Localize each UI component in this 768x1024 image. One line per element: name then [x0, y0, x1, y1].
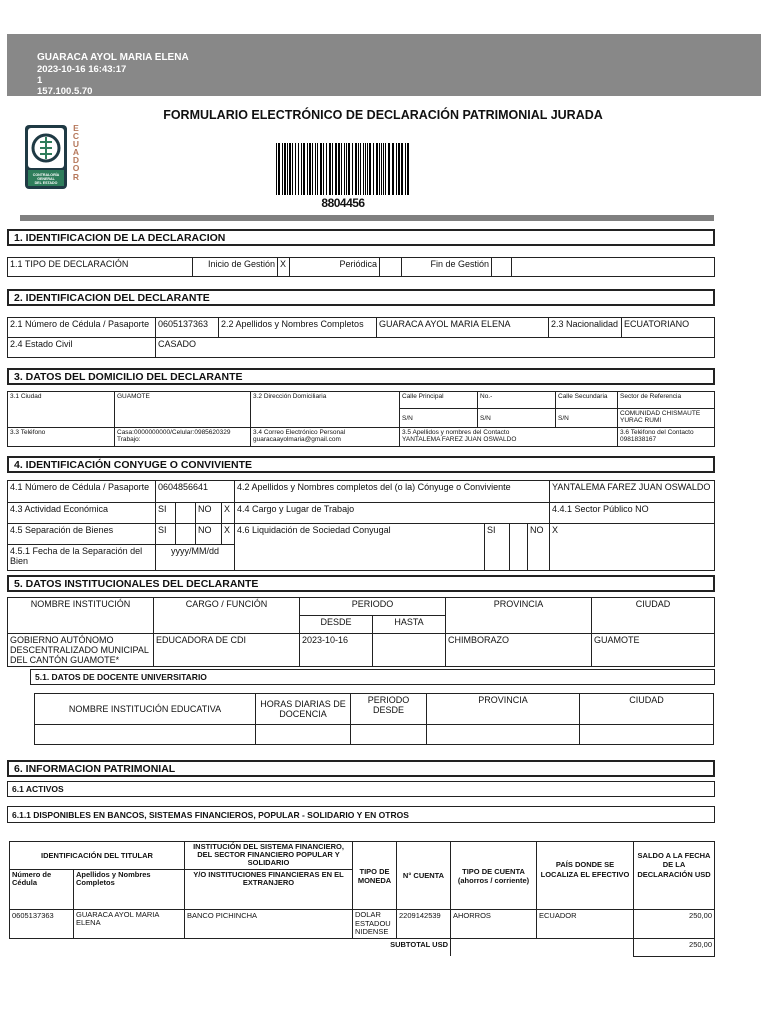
hasta-value: [373, 634, 446, 667]
barcode-bar: [287, 143, 288, 195]
inicio-gestion-mark: X: [278, 258, 290, 277]
institucion-header: NOMBRE INSTITUCIÓN: [8, 598, 154, 634]
disponibles-title: 6.1.1 DISPONIBLES EN BANCOS, SISTEMAS FINANCIEROS, POPULAR - SOLIDARIO Y EN OTROS: [7, 806, 715, 823]
row-moneda: DOLAR ESTADOU NIDENSE: [353, 910, 397, 939]
calle-secundaria-value: S/N: [556, 409, 618, 428]
sector-label: Sector de Referencia: [618, 392, 715, 409]
cargo-header: CARGO / FUNCIÓN: [154, 598, 300, 634]
barcode-bar: [320, 143, 322, 195]
cedula-header: Número de Cédula: [10, 870, 74, 910]
barcode-bar: [301, 143, 302, 195]
barcode-bar: [317, 143, 318, 195]
tel-contacto-label: 3.6 Teléfono del Contacto: [620, 429, 694, 436]
barcode-bar: [309, 143, 311, 195]
nombres-value: GUARACA AYOL MARIA ELENA: [377, 318, 549, 338]
tipo-cuenta-header: TIPO DE CUENTA (ahorros / corriente): [451, 842, 537, 910]
barcode-bar: [381, 143, 382, 195]
barcode-bar: [365, 143, 366, 195]
desde-header: DESDE: [300, 616, 373, 634]
ciudad-value: GUAMOTE: [592, 634, 715, 667]
section-1-title: 1. IDENTIFICACION DE LA DECLARACION: [7, 229, 715, 246]
institucion-financiera-header-top: INSTITUCIÓN DEL SISTEMA FINANCIERO, DEL SECTOR FINANCIERO POPULAR Y SOLIDARIO: [185, 842, 353, 870]
barcode-bar: [278, 143, 280, 195]
calle-principal-value: S/N: [400, 409, 478, 428]
barcode-bar: [355, 143, 357, 195]
activos-title: 6.1 ACTIVOS: [7, 781, 715, 797]
estado-civil-label: 2.4 Estado Civil: [8, 338, 156, 358]
nombres-header: Apellidos y Nombres Completos: [74, 870, 185, 910]
periodo-header: PERIODO: [300, 598, 446, 616]
section-2-title: 2. IDENTIFICACION DEL DECLARANTE: [7, 289, 715, 306]
barcode-bar: [398, 143, 400, 195]
barcode-bar: [407, 143, 409, 195]
section-4-title: 4. IDENTIFICACIÓN CONYUGE O CONVIVIENTE: [7, 456, 715, 473]
barcode-bar: [312, 143, 313, 195]
empty-cell: [351, 725, 427, 745]
barcode-bar: [326, 143, 327, 195]
institucion-value: GOBIERNO AUTÓNOMO DESCENTRALIZADO MUNICIPAL DEL CANTÓN GUAMOTE*: [8, 634, 154, 667]
tipo-declaracion-label: 1.1 TIPO DE DECLARACIÓN: [8, 258, 193, 277]
declaration-type-table: [7, 257, 715, 277]
barcode-bar: [295, 143, 296, 195]
empty-cell: [256, 725, 351, 745]
barcode-bar: [323, 143, 324, 195]
row-tipo-cuenta: AHORROS: [451, 910, 537, 939]
barcode-bar: [315, 143, 316, 195]
pais-header-top: PAÍS DONDE SE: [537, 842, 634, 870]
direccion-label: 3.2 Dirección Domiciliaria: [251, 392, 400, 428]
cargo-label: 4.4 Cargo y Lugar de Trabajo: [235, 503, 550, 524]
separacion-label: 4.5 Separación de Bienes: [8, 524, 156, 545]
teacher-table: [34, 693, 714, 745]
subtotal-label: SUBTOTAL USD: [10, 938, 451, 956]
conyuge-cedula-value: 0604856641: [156, 481, 235, 503]
barcode-bar: [360, 143, 361, 195]
svg-text:GENERAL: GENERAL: [37, 177, 55, 181]
section-6-title: 6. INFORMACION PATRIMONIAL: [7, 760, 715, 777]
sector-publico-value: NO: [635, 504, 649, 514]
separator-band: [20, 215, 714, 221]
row-cuenta: 2209142539: [397, 910, 451, 939]
separacion-si-mark: [176, 524, 196, 545]
header-ip: 157.100.5.70: [37, 86, 93, 97]
liquidacion-label: 4.6 Liquidación de Sociedad Conyugal: [235, 524, 485, 571]
telefono-label: 3.3 Teléfono: [8, 428, 115, 447]
barcode-bar: [276, 143, 277, 195]
barcode-bar: [385, 143, 386, 195]
nacionalidad-value: ECUATORIANO: [622, 318, 715, 338]
document-title: FORMULARIO ELECTRÓNICO DE DECLARACIÓN PATRIMONIAL JURADA: [163, 108, 603, 122]
empty-cell: [35, 725, 256, 745]
barcode-bar: [383, 143, 384, 195]
conyuge-nombres-label: 4.2 Apellidos y Nombres completos del (o la) Cónyuge o Conviviente: [235, 481, 550, 503]
barcode-bar: [358, 143, 359, 195]
actividad-no: NO: [196, 503, 222, 524]
barcode: [276, 143, 410, 195]
separacion-si: SI: [156, 524, 176, 545]
desde-value: 2023-10-16: [300, 634, 373, 667]
barcode-bar: [376, 143, 378, 195]
sector-publico-cell: [550, 503, 715, 524]
barcode-bar: [344, 143, 345, 195]
ciudad-header: CIUDAD: [592, 598, 715, 634]
actividad-no-mark: X: [222, 503, 235, 524]
barcode-bar: [303, 143, 305, 195]
session-header: [7, 34, 761, 96]
conyuge-cedula-label: 4.1 Número de Cédula / Pasaporte: [8, 481, 156, 503]
periodica-label: Periódica: [290, 258, 380, 277]
barcode-bar: [346, 143, 347, 195]
barcode-bar: [348, 143, 350, 195]
fecha-separacion-value: yyyy/MM/dd: [156, 545, 235, 571]
fin-gestion-label: Fin de Gestión: [402, 258, 492, 277]
ciudad-label: 3.1 Ciudad: [8, 392, 115, 428]
separacion-no-mark: X: [222, 524, 235, 545]
barcode-bar: [298, 143, 299, 195]
spouse-table: [7, 480, 715, 571]
numero-label: No.-: [478, 392, 556, 409]
barcode-bar: [401, 143, 403, 195]
row-cedula: 0605137363: [10, 910, 74, 939]
liquidacion-no: NO: [528, 524, 550, 571]
saldo-header-bottom: DECLARACIÓN USD: [634, 870, 715, 910]
provincia-header-51: PROVINCIA: [427, 694, 580, 725]
saldo-header-top: SALDO A LA FECHA DE LA: [634, 842, 715, 870]
tel-contacto-value: 0981838167: [620, 436, 657, 443]
row-institucion: BANCO PICHINCHA: [185, 910, 353, 939]
liquidacion-si-mark: [510, 524, 528, 571]
hasta-header: HASTA: [373, 616, 446, 634]
conyuge-nombres-value: YANTALEMA FAREZ JUAN OSWALDO: [550, 481, 715, 503]
actividad-label: 4.3 Actividad Económica: [8, 503, 156, 524]
barcode-bar: [392, 143, 394, 195]
cargo-value: EDUCADORA DE CDI: [154, 634, 300, 667]
periodo-desde-header: PERIODO DESDE: [351, 694, 427, 725]
barcode-bar: [379, 143, 380, 195]
barcode-bar: [335, 143, 337, 195]
empty-cell: [451, 938, 634, 956]
header-datetime: 2023-10-16 16:43:17: [37, 64, 127, 75]
estado-civil-value: CASADO: [156, 338, 715, 358]
numero-cuenta-header: N° CUENTA: [397, 842, 451, 910]
calle-secundaria-label: Calle Secundaria: [556, 392, 618, 409]
actividad-si-mark: [176, 503, 196, 524]
barcode-bar: [332, 143, 333, 195]
cedula-value: 0605137363: [156, 318, 219, 338]
row-pais: ECUADOR: [537, 910, 634, 939]
fecha-separacion-label: 4.5.1 Fecha de la Separación del Bien: [8, 545, 156, 571]
assets-table: [9, 841, 715, 957]
barcode-bar: [289, 143, 291, 195]
section-5-1-title: 5.1. DATOS DE DOCENTE UNIVERSITARIO: [30, 669, 715, 685]
barcode-bar: [341, 143, 342, 195]
row-nombres: GUARACA AYOL MARIA ELENA: [74, 910, 185, 939]
correo-value: guaracaayolmaria@gmail.com: [253, 436, 341, 443]
tel-contacto-cell: [618, 428, 715, 447]
liquidacion-si: SI: [485, 524, 510, 571]
provincia-value: CHIMBORAZO: [446, 634, 592, 667]
section-5-title: 5. DATOS INSTITUCIONALES DEL DECLARANTE: [7, 575, 715, 592]
horas-header: HORAS DIARIAS DE DOCENCIA: [256, 694, 351, 725]
domicile-table: [7, 391, 715, 447]
actividad-si: SI: [156, 503, 176, 524]
header-number: 1: [37, 75, 43, 86]
moneda-header: TIPO DE MONEDA: [353, 842, 397, 910]
svg-text:CONTRALORÍA: CONTRALORÍA: [32, 173, 60, 177]
barcode-bar: [367, 143, 368, 195]
nacionalidad-label: 2.3 Nacionalidad: [549, 318, 622, 338]
nombres-label: 2.2 Apellidos y Nombres Completos: [219, 318, 377, 338]
sector-publico-label: 4.4.1 Sector Público: [552, 504, 633, 514]
empty-cell: [580, 725, 714, 745]
sector-value: COMUNIDAD CHISMAUTE YURAC RUMI: [618, 409, 715, 428]
barcode-bar: [405, 143, 406, 195]
institucion-educativa-header: NOMBRE INSTITUCIÓN EDUCATIVA: [35, 694, 256, 725]
titular-header: IDENTIFICACIÓN DEL TITULAR: [10, 842, 185, 870]
declarant-table: [7, 317, 715, 358]
ciudad-header-51: CIUDAD: [580, 694, 714, 725]
barcode-bar: [388, 143, 390, 195]
correo-label: 3.4 Correo Electrónico Personal: [253, 429, 346, 436]
separacion-no: NO: [196, 524, 222, 545]
contacto-label: 3.5 Apellidos y nombres del Contacto: [402, 429, 510, 436]
inicio-gestion-label: Inicio de Gestión: [193, 258, 278, 277]
barcode-bar: [338, 143, 340, 195]
cedula-label: 2.1 Número de Cédula / Pasaporte: [8, 318, 156, 338]
institutional-table: [7, 597, 715, 667]
correo-cell: [251, 428, 400, 447]
logo-ecuador-text: E C U A D O R: [72, 123, 80, 182]
periodica-mark: [380, 258, 402, 277]
ciudad-value: GUAMOTE: [115, 392, 251, 428]
barcode-bar: [282, 143, 283, 195]
telefono-value: Casa:0000000000/Celular:0985620329 Trabajo:: [115, 428, 251, 447]
barcode-number: 8804456: [321, 196, 365, 210]
provincia-header: PROVINCIA: [446, 598, 592, 634]
fin-gestion-mark: [492, 258, 512, 277]
numero-value: S/N: [478, 409, 556, 428]
barcode-bar: [292, 143, 293, 195]
header-name: GUARACA AYOL MARIA ELENA: [37, 52, 189, 63]
empty-cell: [512, 258, 715, 277]
contacto-cell: [400, 428, 618, 447]
barcode-bar: [369, 143, 371, 195]
liquidacion-no-mark: X: [550, 524, 715, 571]
barcode-bar: [352, 143, 353, 195]
pais-header-bottom: LOCALIZA EL EFECTIVO: [537, 870, 634, 910]
barcode-bar: [373, 143, 374, 195]
calle-principal-label: Calle Principal: [400, 392, 478, 409]
empty-cell: [427, 725, 580, 745]
subtotal-value: 250,00: [634, 938, 715, 956]
row-saldo: 250,00: [634, 910, 715, 939]
svg-text:DEL ESTADO: DEL ESTADO: [34, 181, 58, 185]
institucion-financiera-header-bottom: Y/O INSTITUCIONES FINANCIERAS EN EL EXTRANJERO: [185, 870, 353, 910]
barcode-bar: [329, 143, 331, 195]
barcode-bar: [307, 143, 308, 195]
barcode-bar: [396, 143, 397, 195]
barcode-bar: [363, 143, 364, 195]
section-3-title: 3. DATOS DEL DOMICILIO DEL DECLARANTE: [7, 368, 715, 385]
contacto-value: YANTALEMA FAREZ JUAN OSWALDO: [402, 436, 517, 443]
barcode-bar: [284, 143, 286, 195]
